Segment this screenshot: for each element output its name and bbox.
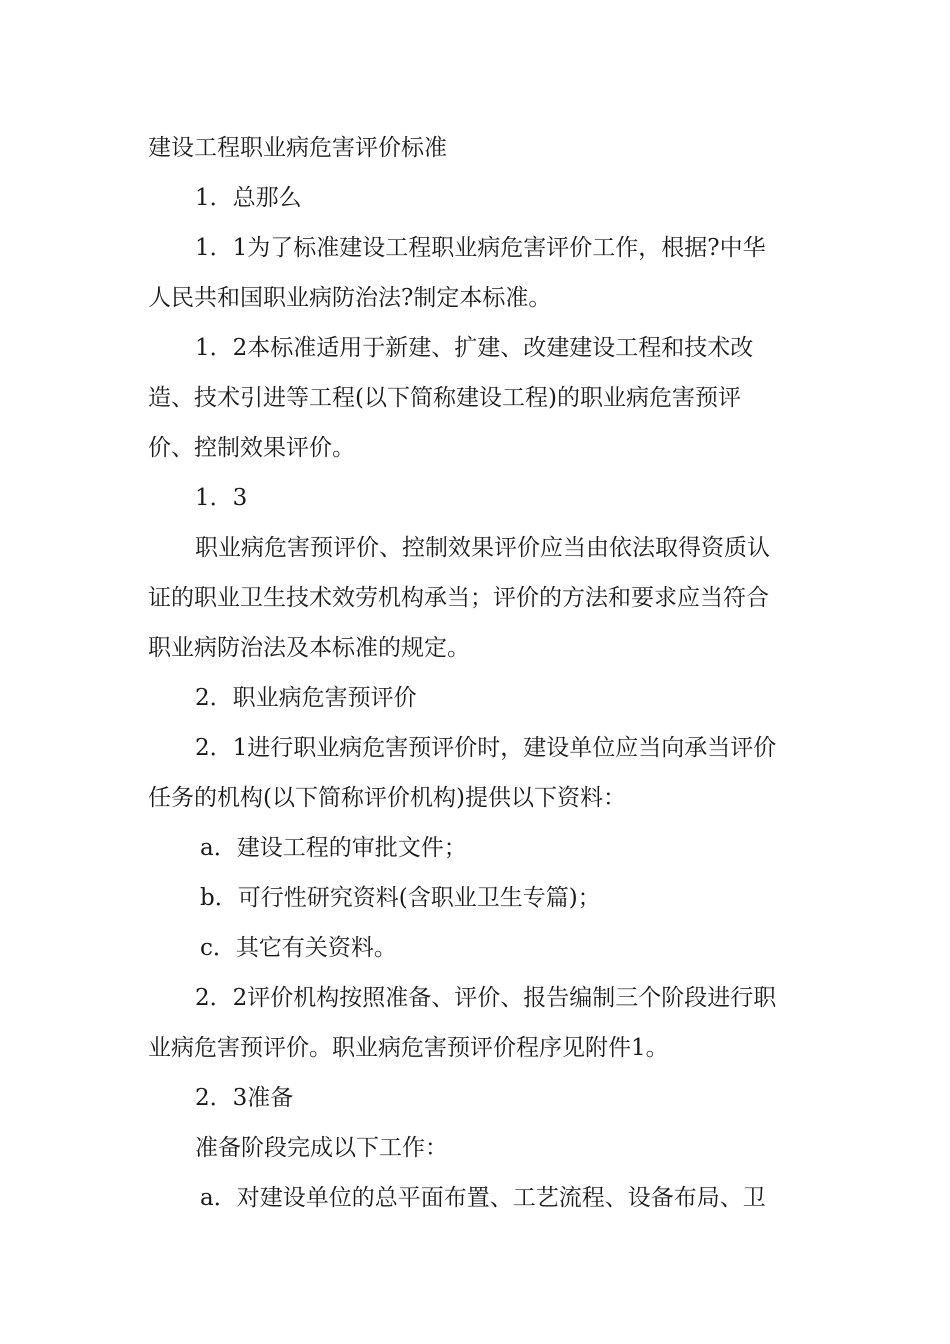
paragraph-2-2-line-2: 业病危害预评价。职业病危害预评价程序见附件1。 [148, 1035, 669, 1061]
paragraph-2-1-line-1: 2．1进行职业病危害预评价时，建设单位应当向承当评价 [195, 735, 777, 761]
document-title: 建设工程职业病危害评价标准 [148, 135, 447, 161]
paragraph-2-1-line-2: 任务的机构(以下简称评价机构)提供以下资料： [148, 785, 626, 811]
paragraph-1-1-line-2: 人民共和国职业病防治法?制定本标准。 [148, 285, 552, 311]
paragraph-1-2-line-3: 价、控制效果评价。 [148, 435, 355, 461]
list-item-a: a．建设工程的审批文件； [200, 835, 467, 861]
paragraph-1-3-line-2: 证的职业卫生技术效劳机构承当；评价的方法和要求应当符合 [148, 585, 769, 611]
section-heading-2: 2．职业病危害预评价 [195, 685, 417, 711]
paragraph-2-2-line-1: 2．2评价机构按照准备、评价、报告编制三个阶段进行职 [195, 985, 777, 1011]
section-heading-1: 1．总那么 [195, 185, 302, 211]
paragraph-1-1-line-1: 1．1为了标准建设工程职业病危害评价工作，根据?中华 [195, 235, 766, 261]
paragraph-1-3-line-3: 职业病防治法及本标准的规定。 [148, 635, 470, 661]
list-item-b: b．可行性研究资料(含职业卫生专篇)； [200, 885, 601, 911]
list-item-c: c．其它有关资料。 [200, 935, 397, 961]
section-number-1-3: 1．3 [195, 485, 248, 511]
paragraph-2-3-intro: 准备阶段完成以下工作： [195, 1135, 448, 1161]
section-heading-2-3: 2．3准备 [195, 1085, 294, 1111]
list-item-a-prep: a．对建设单位的总平面布置、工艺流程、设备布局、卫 [200, 1185, 766, 1211]
paragraph-1-2-line-1: 1．2本标准适用于新建、扩建、改建建设工程和技术改 [195, 335, 754, 361]
paragraph-1-2-line-2: 造、技术引进等工程(以下简称建设工程)的职业病危害预评 [148, 385, 741, 411]
paragraph-1-3-line-1: 职业病危害预评价、控制效果评价应当由依法取得资质认 [195, 535, 770, 561]
